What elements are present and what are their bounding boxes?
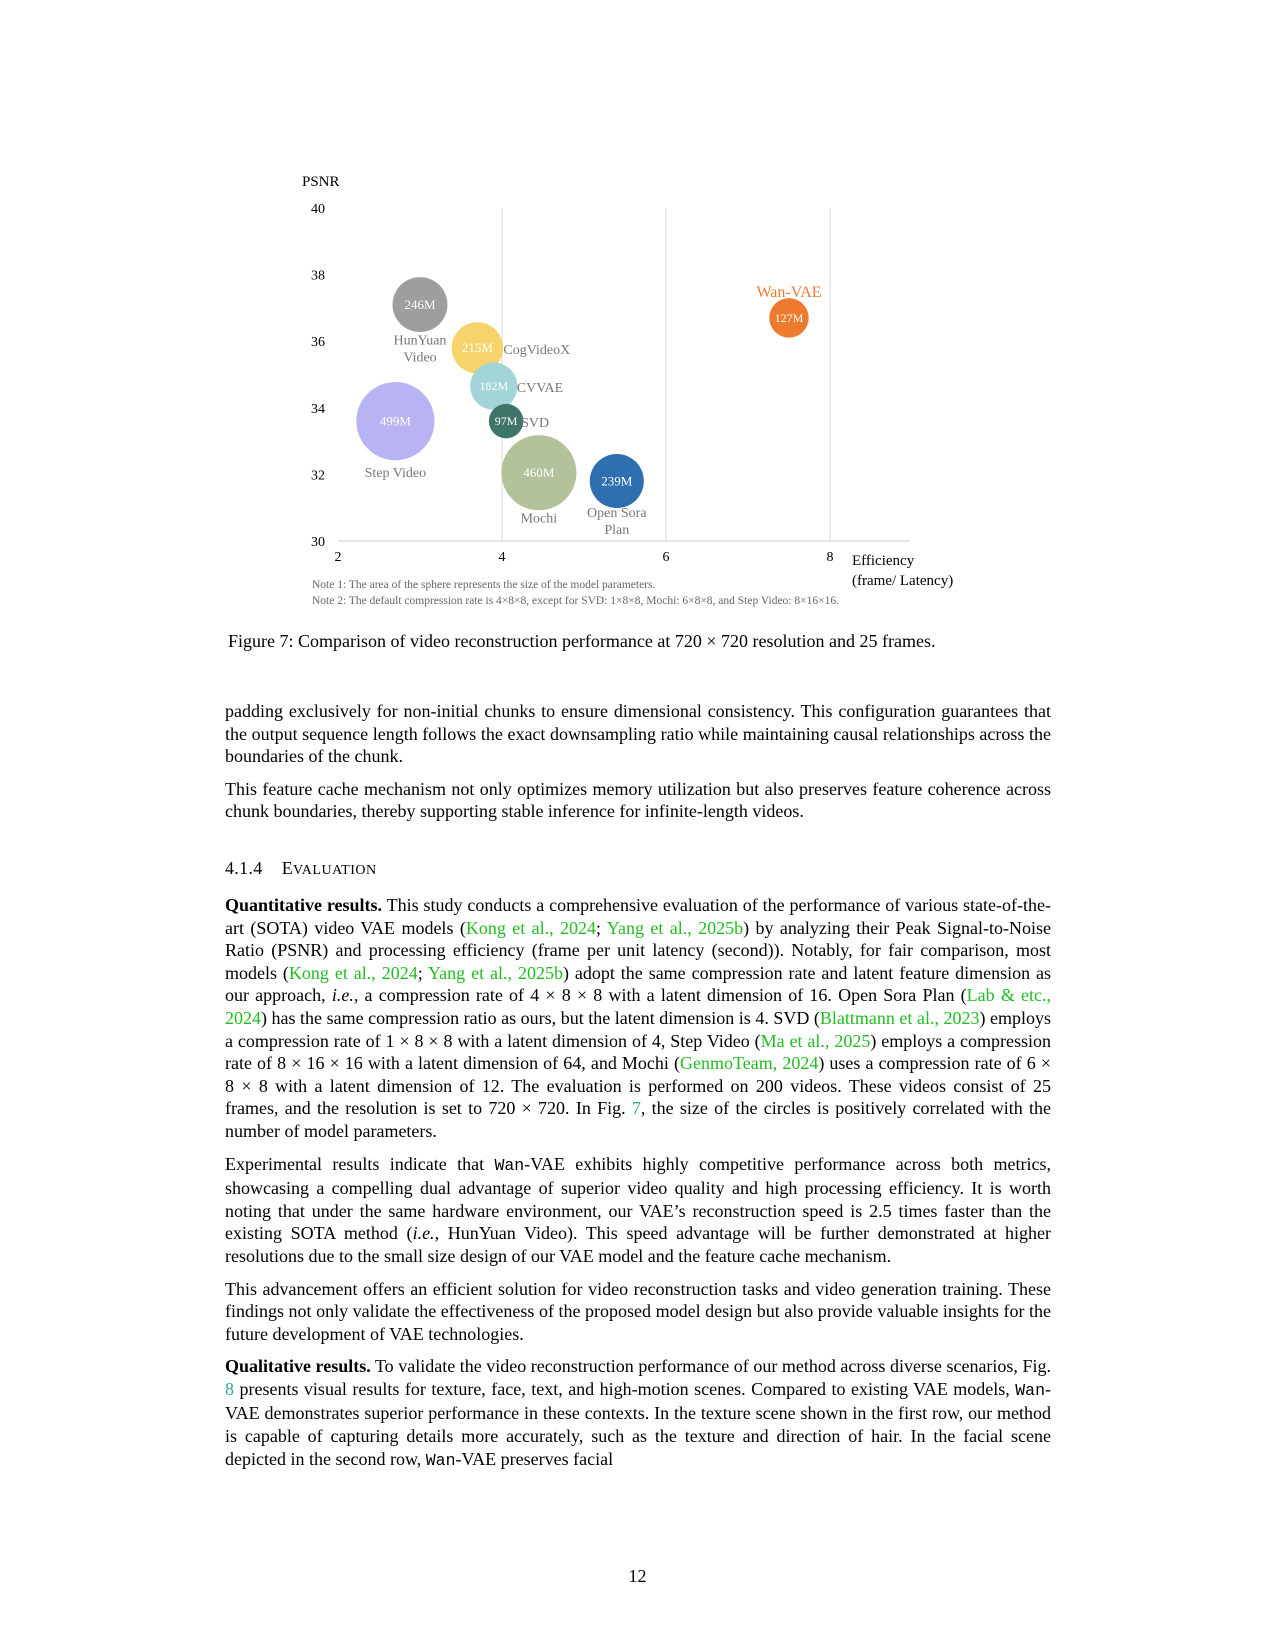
text-run: , the size of the circles is positively correlated with the number of model parameters. — [225, 1098, 1051, 1141]
bubble-name-label: Step Video — [364, 466, 427, 482]
section-heading — [225, 858, 377, 879]
bubble-chart — [0, 0, 1275, 607]
citation-author: Ma et al. — [760, 1030, 825, 1051]
text-run: presents visual results for texture, face, text, and high-motion scenes. Compared to existing VAE models, — [234, 1378, 1016, 1399]
bubble-name-label: Plan — [604, 523, 630, 539]
citation-yang[interactable]: Yang et al., 2025b — [427, 962, 563, 983]
x-tick-label: 6 — [662, 550, 670, 565]
citation-year: 2024 — [560, 917, 597, 938]
paragraph-qualitative — [225, 1355, 1051, 1472]
x-tick-label: 2 — [334, 550, 342, 565]
page-number: 12 — [628, 1566, 647, 1586]
citation-year: 2025b — [517, 962, 563, 983]
y-ticks — [311, 202, 325, 550]
text-run: This study conducts a comprehensive evaluation of the performance of various state-of-the-art (SOTA) video VAE models ( — [225, 895, 1051, 938]
bubble-name-label: SVD — [521, 416, 550, 432]
wan-mono: Wan — [1015, 1380, 1045, 1400]
x-ticks — [335, 550, 834, 565]
wan-mono: Wan — [425, 1450, 456, 1470]
bubble-param-label: 97M — [494, 414, 518, 429]
y-tick-label: 32 — [311, 468, 325, 484]
bubbles — [356, 277, 821, 538]
citation-year: 2023 — [943, 1007, 980, 1028]
text-run: ) adopt the same compression rate and latent feature dimension as our approach, — [225, 962, 1052, 1006]
y-tick-label: 36 — [311, 335, 325, 351]
citation-year: 2025 — [834, 1030, 871, 1051]
bubble-name-label: Open Sora — [587, 506, 647, 522]
chart-note-2: Note 2: The default compression rate is 4×8×8, except for SVD: 1×8×8, Mochi: 6×8×8, and Step Video: 8×16×16. — [312, 595, 839, 607]
bubble-param-label: 239M — [601, 473, 633, 489]
body-text-top — [225, 700, 1051, 833]
text-run: -VAE preserves facial — [455, 1448, 614, 1469]
bubble-name-label: HunYuan — [393, 333, 447, 349]
paragraph-padding: padding exclusively for non-initial chunks to ensure dimensional consistency. This configuration guarantees that the output sequence length follows the exact downsampling ratio while maintaining causal relationships across the boundaries of the chunk. — [225, 701, 1051, 767]
text-run: ) by analyzing their Peak Signal-to-Noise Ratio (PSNR) and processing efficiency (frame per unit latency (second)). Notably, for fair comparison, most models ( — [225, 917, 1052, 983]
bubble-name-label: CVVAE — [516, 381, 564, 397]
text-run: ) employs a compression rate of 1 × 8 × 8 with a latent dimension of 4, Step Video ( — [225, 1007, 1052, 1051]
text-run: ) has the same compression ratio as ours, but the latent dimension is 4. SVD ( — [261, 1007, 820, 1028]
citation-author: Blattmann et al. — [819, 1007, 935, 1028]
paragraph-feature-cache: This feature cache mechanism not only optimizes memory utilization but also preserves feature coherence across chunk boundaries, thereby supporting stable inference for infinite-length videos. — [225, 778, 1051, 822]
citation-author: Yang et al. — [606, 917, 688, 938]
citation-year: 2024 — [225, 1007, 261, 1028]
ie-italic: i.e. — [412, 1223, 435, 1244]
paragraph-experimental — [225, 1153, 1051, 1268]
citation-kong[interactable]: Kong et al., 2024 — [288, 962, 418, 983]
x-tick-label: 4 — [498, 550, 506, 565]
text-run: -VAE exhibits highly competitive performance across both metrics, showcasing a compelling dual advantage of superior video quality and high processing efficiency. It is worth noting that under the same hardware environment, our VAE’s reconstruction speed is 2.5 times faster than the existing SOTA method ( — [225, 1153, 1052, 1244]
bubble-name-label: Video — [403, 350, 437, 366]
text-run: a compression rate of 4 × 8 × 8 with a latent dimension of 16. Open Sora Plan ( — [358, 985, 967, 1006]
bubble-name-label: Wan-VAE — [756, 283, 822, 301]
quantitative-heading: Quantitative results. — [225, 895, 383, 915]
paragraph-advancement: This advancement offers an efficient solution for video reconstruction tasks and video generation training. These findings not only validate the effectiveness of the proposed model design but also provide valuable insights for the future development of VAE technologies. — [225, 1278, 1051, 1344]
bubble-param-label: 215M — [461, 340, 493, 356]
citation-author: Yang et al. — [427, 962, 508, 983]
x-axis-label-line1: Efficiency — [852, 553, 915, 569]
figure-caption: Figure 7: Comparison of video reconstruction performance at 720 × 720 resolution and 25 frames. — [228, 631, 936, 651]
citation-lab[interactable]: Lab & etc., 2024 — [225, 985, 1052, 1028]
bubble-param-label: 127M — [774, 310, 804, 325]
text-run: To validate the video reconstruction performance of our method across diverse scenarios, Fig. — [370, 1356, 1051, 1377]
citation-yang[interactable]: Yang et al., 2025b — [606, 917, 744, 938]
citation-ma[interactable]: Ma et al., 2025 — [760, 1030, 871, 1051]
citation-kong[interactable]: Kong et al., 2024 — [465, 917, 597, 938]
wan-mono: Wan — [494, 1155, 525, 1175]
bubble-param-label: 246M — [404, 296, 436, 312]
citation-year: 2024 — [381, 962, 418, 983]
citation-author: GenmoTeam — [680, 1053, 773, 1074]
text-run: ) employs a compression rate of 8 × 16 × 16 with a latent dimension of 64, and Mochi ( — [225, 1030, 1051, 1074]
y-tick-label: 34 — [311, 401, 325, 417]
text-run: ) uses a compression rate of 6 × 8 × 8 with a latent dimension of 12. The evaluation is performed on 200 videos. These videos consist of 25 frames, and the resolution is set to 720 × 720. In Fig. — [225, 1053, 1051, 1119]
text-run: -VAE demonstrates superior performance in these contexts. In the texture scene shown in the first row, our method is capable of capturing details more accurately, such as the texture and direction of hair. In the facial scene depicted in the second row, — [225, 1378, 1051, 1469]
ie-italic: i.e., — [331, 985, 359, 1006]
figure-8-link[interactable]: 8 — [225, 1378, 234, 1399]
text-run: Experimental results indicate that — [225, 1153, 495, 1174]
section-title: EVALUATION — [281, 858, 377, 878]
citation-genmo[interactable]: GenmoTeam, 2024 — [680, 1053, 819, 1074]
citation-author: Lab & etc. — [966, 985, 1047, 1006]
bubble-name-label: Mochi — [520, 511, 558, 527]
figure-7-link[interactable]: 7 — [631, 1098, 641, 1119]
citation-author: Kong et al. — [465, 917, 550, 938]
bubble-param-label: 460M — [523, 465, 555, 481]
x-axis-label-line2: (frame/ Latency) — [852, 573, 954, 589]
paragraph-quantitative: Quantitative results. This study conducts a comprehensive evaluation of the performance of various state-of-the-art (SOTA) video VAE models (Kong et al., 2024; Yang et al., 2025b) by analyzing their Peak Signal-to-Noise Ratio (PSNR) and processing efficiency (frame per unit latency (second)). Notably, for fair comparison, most models (Kong et al., 2024; Yang et al., 2025b) adopt the same compression rate and latent feature dimension as our approach, i.e., a compression rate of 4 × 8 × 8 with a latent dimension of 16. Open Sora Plan (Lab & etc., 2024) has the same compression ratio as ours, but the latent dimension is 4. SVD (Blattmann et al., 2023) employs a compression rate of 1 × 8 × 8 with a latent dimension of 4, Step Video (Ma et al., 2025) employs a compression rate of 8 × 16 × 16 with a latent dimension of 64, and Mochi (GenmoTeam, 2024) uses a compression rate of 6 × 8 × 8 with a latent dimension of 12. The evaluation is performed on 200 videos. These videos consist of 25 frames, and the resolution is set to 720 × 720. In Fig. 7, the size of the circles is positively correlated with the number of model parameters. — [225, 895, 1052, 1141]
body-text-evaluation — [225, 894, 1051, 1482]
y-axis-label: PSNR — [302, 174, 340, 190]
bubble-param-label: 499M — [379, 413, 411, 429]
section-number: 4.1.4 — [225, 858, 263, 878]
qualitative-heading: Qualitative results. — [225, 1356, 371, 1377]
bubble-param-label: 182M — [479, 379, 509, 394]
text-run: , HunYuan Video). This speed advantage will be further demonstrated at higher resolutions due to the small size design of our VAE model and the feature cache mechanism. — [225, 1223, 1051, 1266]
y-tick-label: 38 — [311, 268, 325, 284]
bubble-name-label: CogVideoX — [503, 342, 571, 358]
y-tick-label: 30 — [311, 535, 325, 550]
chart-note-1: Note 1: The area of the sphere represents the size of the model parameters. — [312, 579, 656, 591]
citation-year: 2024 — [782, 1053, 819, 1074]
citation-author: Kong et al. — [288, 962, 372, 983]
y-tick-label: 40 — [311, 202, 325, 217]
x-tick-label: 8 — [826, 550, 834, 565]
citation-blattmann[interactable]: Blattmann et al., 2023 — [819, 1007, 980, 1028]
citation-year: 2025b — [698, 917, 744, 938]
